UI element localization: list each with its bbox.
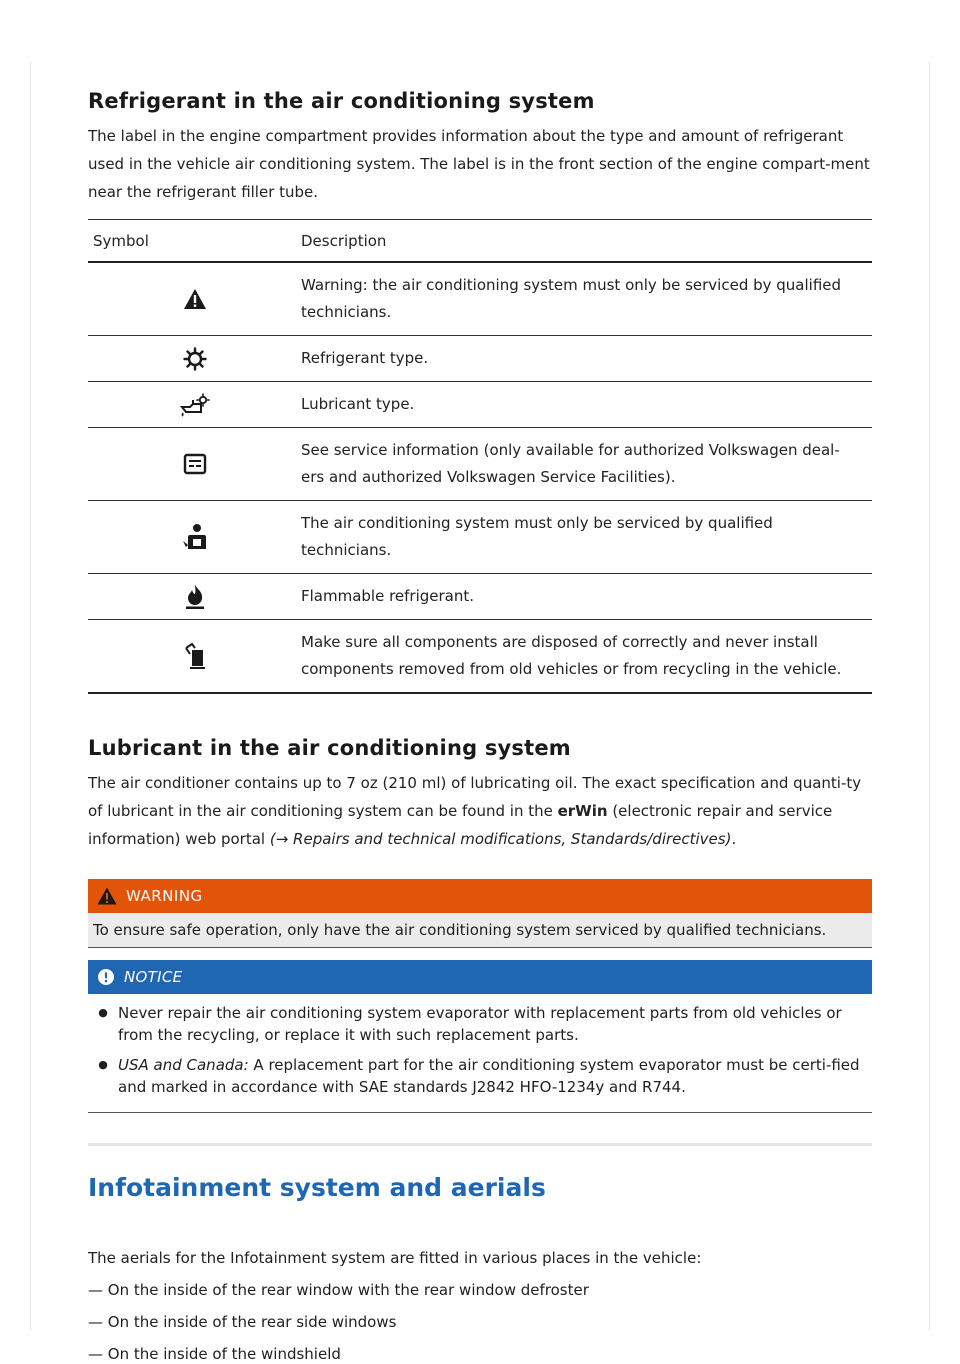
symbol-table: [88, 219, 872, 694]
list-item: — On the inside of the rear window with the rear window defroster: [88, 1281, 589, 1299]
section-divider: [88, 1143, 872, 1146]
warning-header: [88, 879, 872, 913]
table-row: [88, 501, 872, 574]
row-description: The air conditioning system must only be serviced by qualified technicians.: [301, 501, 872, 574]
qualified-technician-icon: [181, 523, 209, 551]
lubricant-text: The air conditioner contains up to 7 oz (210 ml) of lubricating oil. The exact specification and quanti-ty of lubricant in the air conditioning system can be found in the: [88, 774, 862, 820]
table-row: [88, 620, 872, 694]
table-row: [88, 382, 872, 428]
notice-box: [88, 960, 872, 1113]
list-item: — On the inside of the rear side windows: [88, 1313, 397, 1331]
disposal-icon: [183, 642, 207, 670]
list-item: [88, 1002, 872, 1046]
table-row: [88, 336, 872, 382]
notice-item-text: Never repair the air conditioning system evaporator with replacement parts from old vehicles or from the recycling, or replace it with such replacement parts.: [118, 1004, 842, 1044]
table-row: [88, 574, 872, 620]
warning-triangle-icon: [183, 288, 207, 310]
table-row: [88, 428, 872, 501]
table-row: [88, 262, 872, 336]
page-border-left: [30, 62, 31, 1330]
cross-reference-link[interactable]: (→ Repairs and technical modifications, Standards/directives): [269, 830, 732, 848]
notice-item-prefix: USA and Canada:: [118, 1056, 249, 1074]
list-item: — On the inside of the windshield: [88, 1345, 341, 1363]
row-description: Flammable refrigerant.: [301, 574, 872, 620]
list-item: [88, 1054, 872, 1098]
lubricant-end: .: [731, 830, 737, 848]
row-description: Lubricant type.: [301, 382, 872, 428]
page-content: [88, 88, 872, 1364]
service-manual-icon: [183, 453, 207, 475]
refrigerant-heading: Refrigerant in the air conditioning system: [88, 89, 595, 113]
row-description: Warning: the air conditioning system must only be serviced by qualified technicians.: [301, 262, 872, 336]
infotainment-intro: The aerials for the Infotainment system are fitted in various places in the vehicle:: [88, 1249, 702, 1267]
flammable-icon: [184, 584, 206, 610]
warning-label: WARNING: [126, 887, 203, 905]
infotainment-heading: Infotainment system and aerials: [88, 1173, 546, 1202]
notice-item-text: A replacement part for the air conditioning system evaporator must be certi-fied and marked in accordance with SAE standards J2842 HFO-1234y and R744.: [118, 1056, 860, 1096]
lubricant-type-icon: [180, 393, 210, 417]
bullet-icon: ●: [98, 1006, 108, 1019]
lubricant-heading: Lubricant in the air conditioning system: [88, 736, 571, 760]
bullet-icon: ●: [98, 1058, 108, 1071]
exclamation-circle-icon: [98, 969, 114, 985]
row-description: See service information (only available for authorized Volkswagen deal-ers and authorized Volkswagen Service Facilities).: [301, 428, 872, 501]
lubricant-text-2: (electronic repair and service information) web portal: [88, 802, 833, 848]
lubricant-paragraph: [88, 769, 872, 853]
warning-triangle-icon: [97, 887, 117, 905]
table-header-row: [88, 220, 872, 263]
column-header-description: Description: [301, 220, 872, 263]
warning-text: To ensure safe operation, only have the air conditioning system serviced by qualified technicians.: [88, 913, 872, 948]
row-description: Make sure all components are disposed of correctly and never install components removed from old vehicles or from recycling in the vehicle.: [301, 620, 872, 694]
refrigerant-type-icon: [183, 347, 207, 371]
column-header-symbol: Symbol: [88, 220, 301, 263]
page-border-right: [929, 62, 930, 1330]
notice-body: [88, 994, 872, 1113]
notice-header: [88, 960, 872, 994]
row-description: Refrigerant type.: [301, 336, 872, 382]
refrigerant-intro: The label in the engine compartment provides information about the type and amount of refrigerant used in the vehicle air conditioning system. The label is in the front section of the engine compart-ment near the refrigerant filler tube.: [88, 127, 870, 201]
warning-box: [88, 879, 872, 948]
notice-label: NOTICE: [124, 968, 183, 986]
erwin-link-text: erWin: [557, 802, 608, 820]
